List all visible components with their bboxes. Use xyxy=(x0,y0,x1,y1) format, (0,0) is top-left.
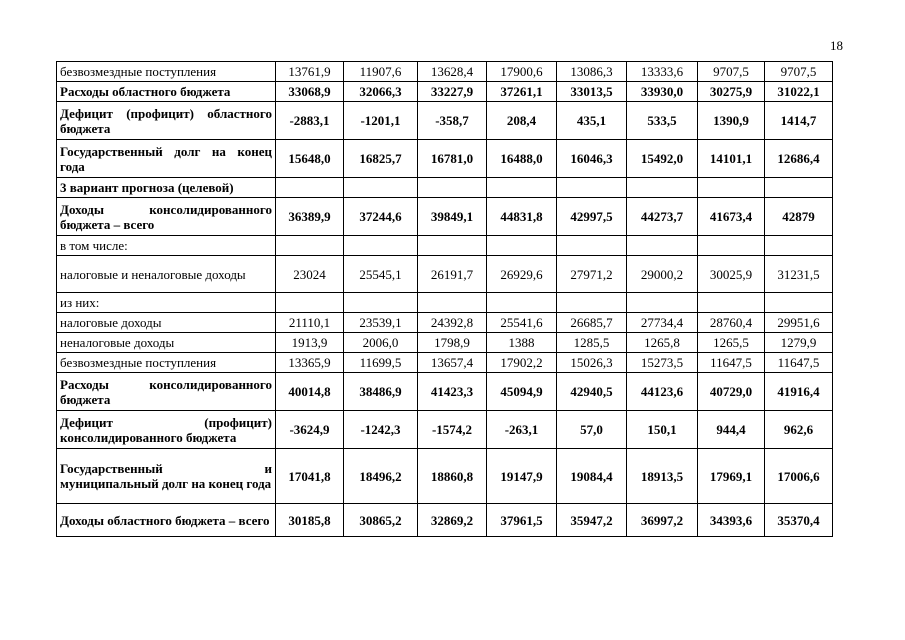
value-cell xyxy=(557,236,627,256)
value-cell: 1279,9 xyxy=(765,333,833,353)
value-cell: 30865,2 xyxy=(344,504,418,537)
value-cell: 41673,4 xyxy=(698,198,765,236)
value-cell: 27971,2 xyxy=(557,256,627,293)
row-label: Доходы консолидированного бюджета – всего xyxy=(57,198,276,236)
value-cell: 42879 xyxy=(765,198,833,236)
value-cell: 11907,6 xyxy=(344,62,418,82)
value-cell: 26685,7 xyxy=(557,313,627,333)
value-cell xyxy=(344,293,418,313)
value-cell: 35370,4 xyxy=(765,504,833,537)
value-cell xyxy=(276,236,344,256)
value-cell: 57,0 xyxy=(557,411,627,449)
row-label: Расходы консолидированного бюджета xyxy=(57,373,276,411)
value-cell: -3624,9 xyxy=(276,411,344,449)
value-cell: 36997,2 xyxy=(627,504,698,537)
value-cell: 44831,8 xyxy=(487,198,557,236)
value-cell: 12686,4 xyxy=(765,140,833,178)
value-cell: 16825,7 xyxy=(344,140,418,178)
value-cell xyxy=(487,178,557,198)
value-cell: -1242,3 xyxy=(344,411,418,449)
value-cell: 44273,7 xyxy=(627,198,698,236)
value-cell: 41916,4 xyxy=(765,373,833,411)
table-row xyxy=(57,236,833,256)
value-cell: 17969,1 xyxy=(698,449,765,504)
table-row xyxy=(57,82,833,102)
value-cell: 11699,5 xyxy=(344,353,418,373)
table-row xyxy=(57,102,833,140)
value-cell: 42940,5 xyxy=(557,373,627,411)
value-cell xyxy=(487,236,557,256)
table-body xyxy=(57,62,833,537)
value-cell: 16046,3 xyxy=(557,140,627,178)
value-cell: 40014,8 xyxy=(276,373,344,411)
table-row xyxy=(57,62,833,82)
value-cell: -263,1 xyxy=(487,411,557,449)
value-cell: 25541,6 xyxy=(487,313,557,333)
row-label: налоговые доходы xyxy=(57,313,276,333)
value-cell: 33013,5 xyxy=(557,82,627,102)
row-label: безвозмездные поступления xyxy=(57,62,276,82)
value-cell: 13086,3 xyxy=(557,62,627,82)
value-cell xyxy=(276,293,344,313)
row-label: неналоговые доходы xyxy=(57,333,276,353)
value-cell: 533,5 xyxy=(627,102,698,140)
table-row xyxy=(57,140,833,178)
value-cell: 35947,2 xyxy=(557,504,627,537)
budget-forecast-table xyxy=(56,61,833,537)
value-cell: 17041,8 xyxy=(276,449,344,504)
table-row xyxy=(57,353,833,373)
value-cell: 150,1 xyxy=(627,411,698,449)
value-cell xyxy=(698,236,765,256)
value-cell: 11647,5 xyxy=(698,353,765,373)
value-cell: 27734,4 xyxy=(627,313,698,333)
value-cell: 1388 xyxy=(487,333,557,353)
value-cell: 44123,6 xyxy=(627,373,698,411)
value-cell: 18913,5 xyxy=(627,449,698,504)
value-cell xyxy=(487,293,557,313)
value-cell: 962,6 xyxy=(765,411,833,449)
table-row xyxy=(57,373,833,411)
value-cell: 18860,8 xyxy=(418,449,487,504)
table-row xyxy=(57,256,833,293)
value-cell: 32066,3 xyxy=(344,82,418,102)
value-cell: 40729,0 xyxy=(698,373,765,411)
value-cell: 31231,5 xyxy=(765,256,833,293)
value-cell: 19147,9 xyxy=(487,449,557,504)
value-cell: 1798,9 xyxy=(418,333,487,353)
value-cell: 30025,9 xyxy=(698,256,765,293)
value-cell: 15273,5 xyxy=(627,353,698,373)
value-cell: 23024 xyxy=(276,256,344,293)
table-row xyxy=(57,313,833,333)
value-cell: 32869,2 xyxy=(418,504,487,537)
value-cell: 16488,0 xyxy=(487,140,557,178)
value-cell: 1390,9 xyxy=(698,102,765,140)
table-row xyxy=(57,449,833,504)
table-row xyxy=(57,333,833,353)
row-label: Доходы областного бюджета – всего xyxy=(57,504,276,537)
row-label: из них: xyxy=(57,293,276,313)
value-cell: 17006,6 xyxy=(765,449,833,504)
value-cell: 41423,3 xyxy=(418,373,487,411)
value-cell: 33068,9 xyxy=(276,82,344,102)
value-cell: 9707,5 xyxy=(698,62,765,82)
value-cell: 14101,1 xyxy=(698,140,765,178)
value-cell: 24392,8 xyxy=(418,313,487,333)
value-cell: 208,4 xyxy=(487,102,557,140)
value-cell: 17902,2 xyxy=(487,353,557,373)
value-cell: 26191,7 xyxy=(418,256,487,293)
table-row xyxy=(57,198,833,236)
value-cell: 13761,9 xyxy=(276,62,344,82)
value-cell: 1265,5 xyxy=(698,333,765,353)
value-cell: 15648,0 xyxy=(276,140,344,178)
value-cell: 33227,9 xyxy=(418,82,487,102)
value-cell: 2006,0 xyxy=(344,333,418,353)
value-cell: 435,1 xyxy=(557,102,627,140)
row-label: в том числе: xyxy=(57,236,276,256)
row-label: безвозмездные поступления xyxy=(57,353,276,373)
value-cell: 34393,6 xyxy=(698,504,765,537)
value-cell: 37261,1 xyxy=(487,82,557,102)
value-cell: 13333,6 xyxy=(627,62,698,82)
value-cell xyxy=(418,236,487,256)
value-cell: 1414,7 xyxy=(765,102,833,140)
value-cell: 37961,5 xyxy=(487,504,557,537)
table-row xyxy=(57,411,833,449)
value-cell: 45094,9 xyxy=(487,373,557,411)
value-cell xyxy=(627,178,698,198)
value-cell: -1201,1 xyxy=(344,102,418,140)
value-cell xyxy=(276,178,344,198)
value-cell: 38486,9 xyxy=(344,373,418,411)
value-cell xyxy=(698,178,765,198)
value-cell xyxy=(557,293,627,313)
value-cell: 19084,4 xyxy=(557,449,627,504)
value-cell: 33930,0 xyxy=(627,82,698,102)
value-cell: 36389,9 xyxy=(276,198,344,236)
value-cell: 15026,3 xyxy=(557,353,627,373)
value-cell xyxy=(627,293,698,313)
value-cell: 944,4 xyxy=(698,411,765,449)
value-cell: 13628,4 xyxy=(418,62,487,82)
value-cell: 11647,5 xyxy=(765,353,833,373)
value-cell xyxy=(698,293,765,313)
value-cell: 1913,9 xyxy=(276,333,344,353)
value-cell: 30185,8 xyxy=(276,504,344,537)
page-number: 18 xyxy=(830,38,843,53)
value-cell: 39849,1 xyxy=(418,198,487,236)
value-cell: 13365,9 xyxy=(276,353,344,373)
value-cell: 17900,6 xyxy=(487,62,557,82)
value-cell: 15492,0 xyxy=(627,140,698,178)
value-cell xyxy=(418,293,487,313)
value-cell: -358,7 xyxy=(418,102,487,140)
value-cell: 29951,6 xyxy=(765,313,833,333)
value-cell: 23539,1 xyxy=(344,313,418,333)
value-cell: 30275,9 xyxy=(698,82,765,102)
table-row xyxy=(57,504,833,537)
value-cell: 21110,1 xyxy=(276,313,344,333)
row-label: налоговые и неналоговые доходы xyxy=(57,256,276,293)
value-cell: 16781,0 xyxy=(418,140,487,178)
value-cell xyxy=(765,293,833,313)
row-label: 3 вариант прогноза (целевой) xyxy=(57,178,276,198)
value-cell xyxy=(344,236,418,256)
value-cell: 9707,5 xyxy=(765,62,833,82)
value-cell xyxy=(765,236,833,256)
value-cell: -2883,1 xyxy=(276,102,344,140)
value-cell: 1265,8 xyxy=(627,333,698,353)
value-cell: 26929,6 xyxy=(487,256,557,293)
value-cell xyxy=(627,236,698,256)
row-label: Расходы областного бюджета xyxy=(57,82,276,102)
value-cell xyxy=(557,178,627,198)
row-label: Государственный и муниципальный долг на конец года xyxy=(57,449,276,504)
value-cell: 31022,1 xyxy=(765,82,833,102)
value-cell xyxy=(418,178,487,198)
value-cell: 42997,5 xyxy=(557,198,627,236)
value-cell: 37244,6 xyxy=(344,198,418,236)
value-cell: 18496,2 xyxy=(344,449,418,504)
row-label: Дефицит (профицит) областного бюджета xyxy=(57,102,276,140)
row-label: Дефицит (профицит) консолидированного бюджета xyxy=(57,411,276,449)
value-cell: 28760,4 xyxy=(698,313,765,333)
value-cell: 25545,1 xyxy=(344,256,418,293)
value-cell: 29000,2 xyxy=(627,256,698,293)
table-row xyxy=(57,293,833,313)
value-cell: 13657,4 xyxy=(418,353,487,373)
value-cell: 1285,5 xyxy=(557,333,627,353)
value-cell xyxy=(344,178,418,198)
value-cell xyxy=(765,178,833,198)
table-row xyxy=(57,178,833,198)
value-cell: -1574,2 xyxy=(418,411,487,449)
row-label: Государственный долг на конец года xyxy=(57,140,276,178)
